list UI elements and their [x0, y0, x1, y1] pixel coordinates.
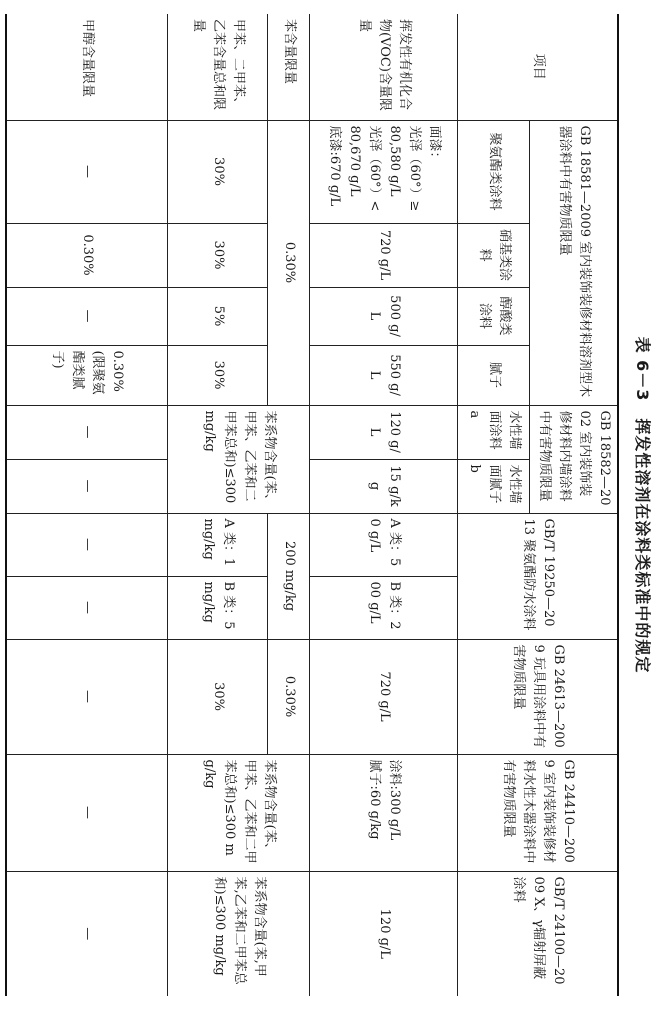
header-putty: 腻子	[458, 345, 530, 405]
voc-pu: 面漆： 光泽（60°）≥80,580 g/L 光泽（60°）<80,670 g/L 底漆:670 g/L	[310, 120, 458, 223]
methanol-wall-putty: —	[6, 459, 168, 513]
benzene-gb24410: 苯系物含量(苯、甲苯、乙苯和二甲苯总和)≤300 mg/kg	[168, 754, 310, 871]
voc-gb24410: 涂料:300 g/L 腻子:60 g/kg	[310, 754, 458, 871]
methanol-gb24410: —	[6, 754, 168, 871]
header-nitro-coating: 硝基类涂料	[458, 223, 530, 287]
row-label-voc: 挥发性有机化合物(VOC)含量限量	[310, 14, 458, 120]
toluene-gb19250-b: B 类：5 mg/kg	[168, 576, 268, 639]
header-gb24100: GB/T 24100—2009 X、γ辐射屏蔽涂料	[458, 871, 618, 996]
methanol-gb24613: —	[6, 639, 168, 754]
header-alkyd-coating: 醇酸类涂料	[458, 287, 530, 345]
header-gb18581: GB 18581—2009 室内装饰装修材料溶剂型木器涂料中有害物质限量	[530, 120, 618, 405]
benzene-gb19250: 200 mg/kg	[268, 513, 310, 639]
row-label-methanol: 甲醇含量限量	[6, 14, 168, 120]
toluene-alkyd: 5%	[168, 287, 268, 345]
toluene-putty: 30%	[168, 345, 268, 405]
toluene-pu: 30%	[168, 120, 268, 223]
voc-gb24100: 120 g/L	[310, 871, 458, 996]
voc-alkyd: 500 g/L	[310, 287, 458, 345]
voc-gb24613: 720 g/L	[310, 639, 458, 754]
benzene-gb24613: 0.30%	[268, 639, 310, 754]
methanol-alkyd: —	[6, 287, 168, 345]
voc-wall-coating: 120 g/L	[310, 405, 458, 459]
table-title: 表 6－3 挥发性溶剂在涂料类标准中的规定	[633, 336, 652, 674]
methanol-wall-coating: —	[6, 405, 168, 459]
header-wall-coating: 水性墙面涂料 a	[458, 405, 530, 459]
toluene-gb24613: 30%	[168, 639, 268, 754]
header-gb24410: GB 24410—2009 室内装饰装修材料水性木器涂料中有害物质限量	[458, 754, 618, 871]
header-gb24613: GB 24613—2009 玩具用涂料中有害物质限量	[458, 639, 618, 754]
voc-gb19250-a: A 类：50 g/L	[310, 513, 458, 576]
regulation-table	[5, 14, 619, 996]
toluene-nitro: 30%	[168, 223, 268, 287]
header-gb18582: GB 18582—2002 室内装饰装修材料内墙涂料中有害物质限量	[530, 405, 618, 513]
row-label-benzene: 苯含量限量	[268, 14, 310, 120]
methanol-putty: 0.30% (限聚氨酯类腻子)	[6, 345, 168, 405]
header-pu-coating: 聚氨酯类涂料	[458, 120, 530, 223]
benzene-gb18581: 0.30%	[268, 120, 310, 405]
row-label-toluene: 甲苯、二甲苯、乙苯含量总和限量	[168, 14, 268, 120]
voc-gb19250-b: B 类：200 g/L	[310, 576, 458, 639]
methanol-pu: —	[6, 120, 168, 223]
methanol-nitro: 0.30%	[6, 223, 168, 287]
benzene-gb18582: 苯系物含量(苯、甲苯、乙苯和二甲苯总和)≤300 mg/kg	[168, 405, 310, 513]
methanol-gb24100: —	[6, 871, 168, 996]
benzene-gb24100: 苯系物含量(苯,甲苯,乙苯和二甲苯总和)≤300 mg/kg	[168, 871, 310, 996]
voc-wall-putty: 15 g/kg	[310, 459, 458, 513]
toluene-gb19250-a: A 类：1 mg/kg	[168, 513, 268, 576]
methanol-gb19250-a: —	[6, 513, 168, 576]
header-wall-putty: 水性墙面腻子 b	[458, 459, 530, 513]
voc-nitro: 720 g/L	[310, 223, 458, 287]
header-gb19250: GB/T 19250—2013 聚氨酯防水涂料	[458, 513, 618, 639]
methanol-gb19250-b: —	[6, 576, 168, 639]
header-item: 项目	[458, 14, 618, 120]
voc-putty: 550 g/L	[310, 345, 458, 405]
